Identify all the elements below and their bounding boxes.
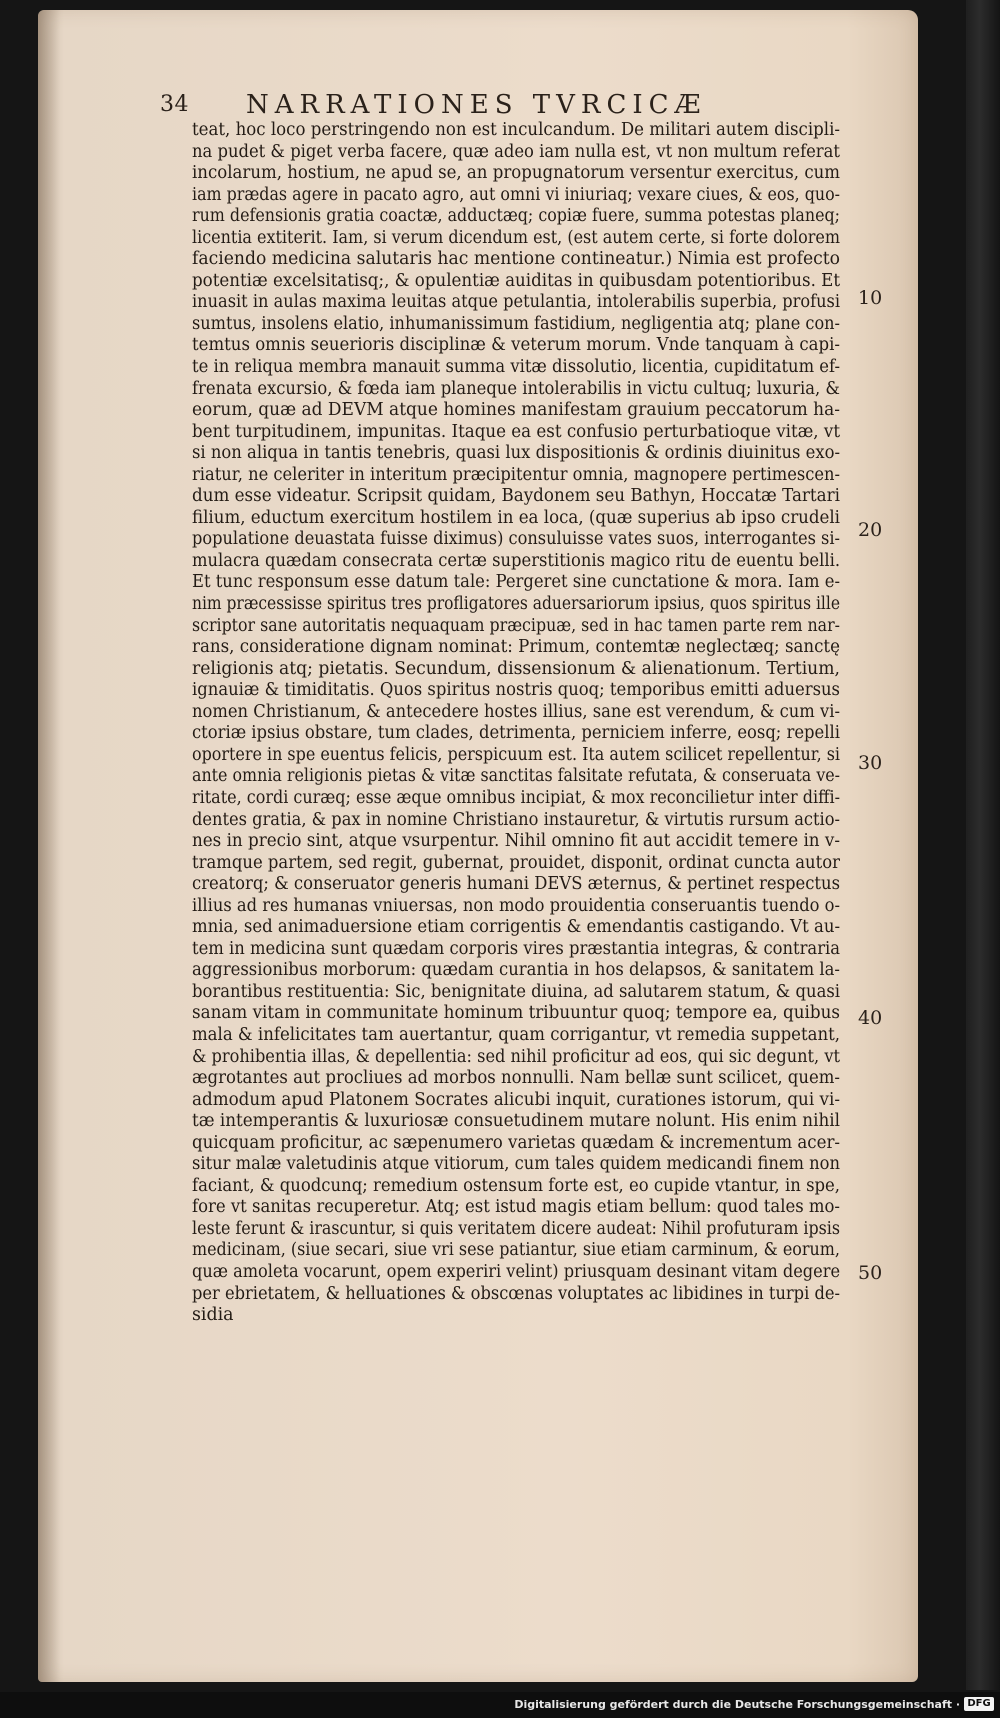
text-line [192, 831, 840, 853]
text-line [192, 594, 840, 616]
text-line-content: nes in precio sint, atque vsurpentur. Nihil omnino fit aut accidit temere in v- [192, 831, 841, 852]
margin-number: 20 [858, 519, 883, 541]
text-line [192, 723, 840, 745]
text-line-content: ægrotantes aut procliues ad morbos nonnulli. Nam bellæ sunt scilicet, quem- [192, 1068, 840, 1089]
text-line-content: iam prædas agere in pacato agro, aut omni vi iniuriaq; vexare ciues, & eos, quo- [192, 184, 841, 205]
text-line-content: dum esse videatur. Scripsit quidam, Baydonem seu Bathyn, Hoccatæ Tartari [192, 486, 840, 507]
margin-number: 50 [858, 1262, 883, 1284]
text-line [192, 1284, 840, 1306]
text-line [192, 1133, 840, 1155]
text-line-content: faciendo medicina salutaris hac mentione contineatur.) Nimia est profecto [192, 249, 841, 270]
text-line-content: borantibus restituentia: Sic, benignitate diuina, ad salutarem statum, & quasi [192, 981, 841, 1002]
text-line-content: frenata excursio, & fœda iam planeque intolerabilis in victu cultuq; luxuria, & [192, 378, 840, 399]
text-line-content: leste ferunt & irascuntur, si quis veritatem dicere audeat: Nihil profuturam ipsis [192, 1218, 841, 1239]
text-line-content: bent turpitudinem, impunitas. Itaque ea est confusio perturbatioque vitæ, vt [192, 421, 841, 442]
text-line-content: ritate, cordi curæq; esse æque omnibus incipiat, & mox reconcilietur inter diffi- [192, 787, 840, 808]
text-line [192, 357, 840, 379]
text-line [192, 896, 840, 918]
text-line-content: mnia, sed animaduersione etiam corrigentis & emendantis castigando. Vt au- [192, 917, 841, 938]
text-line [192, 443, 840, 465]
text-line [192, 1090, 840, 1112]
text-line [192, 486, 840, 508]
text-line-content: temtus omnis seuerioris disciplinæ & veterum morum. Vnde tanquam à capi- [192, 335, 841, 356]
page-number: 34 [160, 92, 189, 117]
text-line-content: riatur, ne celeriter in interitum præcipitentur omnia, magnopere pertimescen- [192, 464, 840, 485]
text-line-content: fore vt sanitas recuperetur. Atq; est istud magis etiam bellum: quod tales mo- [192, 1197, 841, 1218]
body-text [192, 120, 840, 1327]
text-line-content: na pudet & piget verba facere, quæ adeo iam nulla est, vt non multum referat [192, 141, 840, 162]
text-line [192, 551, 840, 573]
text-line-content: sumtus, insolens elatio, inhumanissimum fastidium, negligentia atq; plane con- [192, 313, 841, 334]
text-line-content: incolarum, hostium, ne apud se, an propugnatorum versentur exercitus, cum [192, 163, 841, 184]
text-line [192, 1025, 840, 1047]
text-line-content: rans, consideratione dignam nominat: Primum, contemtæ neglectæq; sanctę [192, 637, 840, 658]
digitization-credit: Digitalisierung gefördert durch die Deutsche Forschungsgemeinschaft · [514, 1698, 960, 1711]
text-line-content: inuasit in aulas maxima leuitas atque petulantia, intolerabilis superbia, profusi [192, 292, 841, 313]
text-line [192, 249, 840, 271]
text-line-content: aggressionibus morborum: quædam curantia in hos delapsos, & sanitatem la- [192, 960, 840, 981]
text-line [192, 335, 840, 357]
margin-number: 10 [858, 287, 883, 309]
text-line [192, 702, 840, 724]
text-line [192, 508, 840, 530]
text-line-content: nim præcessisse spiritus tres profligatores aduersariorum ipsius, quos spiritus ille [192, 594, 841, 615]
text-line [192, 120, 840, 142]
text-line [192, 1305, 840, 1327]
text-line-content: Et tunc responsum esse datum tale: Pergeret sine cunctatione & mora. Iam e- [192, 572, 840, 593]
text-line-content: scriptor sane autoritatis nequaquam præcipuæ, sed in hac tamen parte rem nar- [192, 615, 840, 636]
text-line [192, 163, 840, 185]
text-line-content: ctoriæ ipsius obstare, tum clades, detrimenta, perniciem inferre, eosq; repelli [192, 723, 840, 744]
text-line [192, 1219, 840, 1241]
text-line-content: faciant, & quodcunq; remedium ostensum forte est, eo cupide vtantur, in spe, [192, 1175, 841, 1196]
text-line-content: illius ad res humanas vniuersas, non modo prouidentia conseruantis tuendo o- [192, 895, 840, 916]
text-line [192, 1262, 840, 1284]
margin-number: 40 [858, 1007, 883, 1029]
running-title: NARRATIONES TVRCICÆ [246, 90, 707, 120]
text-line [192, 228, 840, 250]
text-line [192, 745, 840, 767]
text-line [192, 379, 840, 401]
text-line-content: filium, eductum exercitum hostilem in ea loca, (quæ superius ab ipso crudeli [192, 507, 840, 528]
text-line-content: rum defensionis gratia coactæ, adductæq; copiæ fuere, summa potestas planeq; [192, 206, 841, 227]
text-line [192, 422, 840, 444]
text-line-content: eorum, quæ ad DEVM atque homines manifestam grauium peccatorum ha- [192, 400, 841, 421]
facing-page-edge [966, 0, 1000, 1690]
text-line [192, 960, 840, 982]
gutter-shadow [38, 10, 60, 1682]
text-line-content: tramque partem, sed regit, gubernat, prouidet, disponit, ordinat cuncta autor [192, 852, 840, 873]
text-line-content: populatione deuastata fuisse diximus) consuluisse vates suos, interrogantes si- [192, 529, 841, 550]
text-line [192, 1197, 840, 1219]
text-line-content: mulacra quædam consecrata certæ superstitionis magico ritu de euentu belli. [192, 550, 841, 571]
text-line-content: religionis atq; pietatis. Secundum, dissensionum & alienationum. Tertium, [192, 658, 840, 679]
text-line-content: creatorq; & conseruator generis humani DEVS æternus, & pertinet respectus [192, 874, 841, 895]
text-line [192, 1176, 840, 1198]
text-line-content: quæ amoleta vocarunt, opem experiri velint) priusquam desinant vitam degere [192, 1261, 841, 1282]
text-line-content: sidia [192, 1305, 234, 1326]
text-line [192, 1003, 840, 1025]
text-line [192, 142, 840, 164]
text-line [192, 314, 840, 336]
text-line-content: te in reliqua membra manauit summa vitæ dissolutio, licentia, cupiditatum ef- [192, 357, 841, 378]
text-line-content: tæ intemperantis & luxuriosæ consuetudinem mutare nolunt. His enim nihil [192, 1111, 840, 1132]
text-line-content: nomen Christianum, & antecedere hostes illius, sane est verendum, & cum vi- [192, 701, 840, 722]
text-line-content: mala & infelicitates tam auertantur, quam corrigantur, vt remedia suppetant, [192, 1024, 841, 1045]
text-line [192, 616, 840, 638]
text-line [192, 1240, 840, 1262]
margin-number: 30 [858, 752, 883, 774]
text-line [192, 1068, 840, 1090]
text-line-content: ignauiæ & timiditatis. Quos spiritus nostris quoq; temporibus emitti aduersus [192, 680, 840, 701]
text-line [192, 680, 840, 702]
text-line-content: per ebrietatem, & helluationes & obscœnas voluptates ac libidines in turpi de- [192, 1283, 840, 1304]
text-line-content: teat, hoc loco perstringendo non est inculcandum. De militari autem discipli- [192, 120, 840, 140]
text-line-content: oportere in spe euentus felicis, perspicuum est. Ita autem scilicet repellentur, si [192, 744, 841, 765]
text-line [192, 766, 840, 788]
text-line-content: sanam vitam in communitate hominum tribuuntur quoq; tempore ea, quibus [192, 1003, 841, 1024]
text-line [192, 1047, 840, 1069]
text-line [192, 465, 840, 487]
text-line [192, 659, 840, 681]
text-line [192, 206, 840, 228]
text-line-content: ante omnia religionis pietas & vitæ sanctitas falsitate refutata, & conseruata ve- [192, 766, 841, 787]
text-line-content: licentia extiterit. Iam, si verum dicendum est, (est autem certe, si forte dolorem [192, 227, 840, 248]
text-line-content: situr malæ valetudinis atque vitiorum, cum tales quidem medicandi finem non [192, 1154, 840, 1175]
dfg-logo: DFG [964, 1697, 994, 1711]
text-line-content: dentes gratia, & pax in nomine Christiano instauretur, & virtutis rursum actio- [192, 809, 840, 830]
text-line [192, 853, 840, 875]
text-line-content: quicquam proficitur, ac sæpenumero varietas quædam & incrementum acer- [192, 1132, 841, 1153]
text-line [192, 529, 840, 551]
text-line [192, 572, 840, 594]
text-line-content: admodum apud Platonem Socrates alicubi inquit, curationes istorum, qui vi- [192, 1089, 840, 1110]
text-line-content: potentiæ excelsitatisq;, & opulentiæ auiditas in quibusdam potentioribus. Et [192, 270, 841, 291]
text-line [192, 1111, 840, 1133]
text-line-content: tem in medicina sunt quædam corporis vires præstantia integras, & contraria [192, 938, 841, 959]
text-line [192, 271, 840, 293]
text-line [192, 1154, 840, 1176]
text-line [192, 874, 840, 896]
text-line [192, 185, 840, 207]
text-line [192, 788, 840, 810]
text-line [192, 917, 840, 939]
text-line [192, 939, 840, 961]
text-line [192, 982, 840, 1004]
text-line [192, 637, 840, 659]
text-line [192, 810, 840, 832]
text-line-content: & prohibentia illas, & depellentia: sed nihil proficitur ad eos, qui sic degunt, vt [192, 1046, 840, 1067]
text-line-content: medicinam, (siue secari, siue vri sese patiantur, siue etiam carminum, & eorum, [192, 1240, 840, 1261]
text-line-content: si non aliqua in tantis tenebris, quasi lux dispositionis & ordinis diuinitus exo- [192, 443, 840, 464]
text-line [192, 400, 840, 422]
text-line [192, 292, 840, 314]
